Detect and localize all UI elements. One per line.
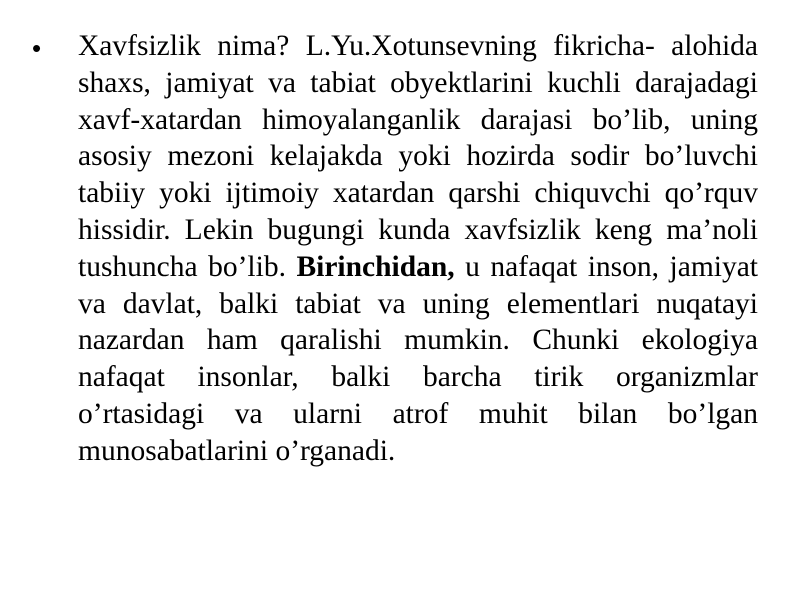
bullet-icon: • (32, 33, 42, 63)
paragraph-text (78, 28, 758, 470)
paragraph-bold-text: Birinchidan, (296, 250, 455, 283)
bullet-paragraph (30, 28, 758, 470)
paragraph-text-after-bold: u nafaqat inson, jamiyat va davlat, balki tabiat va uning elementlari nuqatayi nazardan ham qaralishi mumkin. Chunki ekologiya nafaqat insonlar, balki barcha tirik organizmlar o’rtasidagi va ularni atrof muhit bilan bo’lgan munosabatlarini o’rganadi. (78, 250, 758, 467)
paragraph-text-before-bold: Xavfsizlik nima? L.Yu.Xotunsevning fikricha- alohida shaxs, jamiyat va tabiat obyektlarini kuchli darajadagi xavf-xatardan himoyalanganlik darajasi bo’lib, uning asosiy mezoni kelajakda yoki hozirda sodir bo’luvchi tabiiy yoki ijtimoiy xatardan qarshi chiquvchi qo’rquv hissidir. Lekin bugungi kunda xavfsizlik keng ma’noli tushuncha bo’lib. (78, 30, 758, 283)
